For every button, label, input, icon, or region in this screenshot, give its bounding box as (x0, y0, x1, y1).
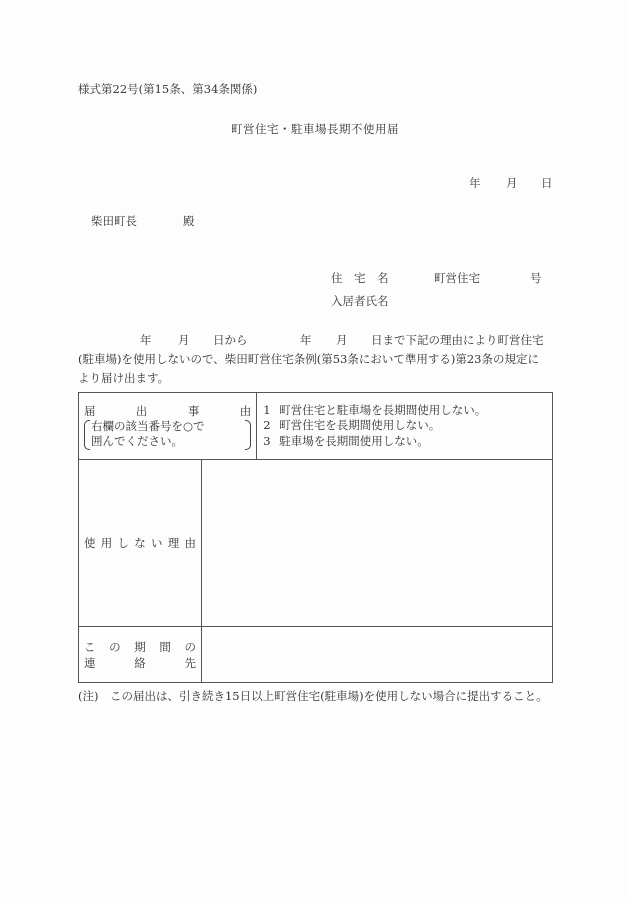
left-bracket-icon (84, 420, 90, 450)
reason-type-label-cell (79, 393, 257, 460)
footnote: (注) この届出は、引き続き15日以上町営住宅(駐車場)を使用しない場合に提出すること。 (78, 689, 548, 703)
date-month: 月 (506, 176, 518, 190)
choice-1[interactable]: 1 町営住宅と駐車場を長期間使用しない。 (263, 402, 487, 417)
date-year: 年 (469, 176, 481, 190)
body-line-1: 年 月 日から 年 月 日まで下記の理由により町営住宅 (140, 333, 544, 347)
choice-3[interactable]: 3 駐車場を長期間使用しない。 (263, 433, 429, 448)
reason-choices-cell[interactable] (257, 393, 553, 460)
instruction-line-1: 右欄の該当番号を○で (91, 418, 205, 433)
house-name-prefix: 町営住宅 (434, 271, 480, 285)
form-number: 様式第22号(第15条、第34条関係) (78, 82, 258, 96)
table-row-reason-type (79, 393, 553, 460)
reason-type-label: 届 出 事 由 (84, 403, 252, 418)
body-paragraph (78, 331, 554, 388)
instruction-line-2: 囲んでください。 (91, 433, 183, 448)
house-number-suffix: 号 (530, 271, 542, 285)
date-day: 日 (541, 176, 553, 190)
contact-input-cell[interactable] (202, 627, 553, 683)
document-title: 町営住宅・駐車場長期不使用届 (231, 122, 399, 136)
table-row-contact (79, 627, 553, 683)
instruction-bracket (84, 419, 251, 449)
contact-label-line-1: こ の 期 間 の (84, 639, 196, 654)
body-line-2: (駐車場)を使用しないので、柴田町営住宅条例(第53条において準用する)第23条の規定に (78, 352, 539, 366)
table-row-reason (79, 460, 553, 627)
reason-label-cell (79, 460, 202, 627)
reason-input-cell[interactable] (202, 460, 553, 627)
choice-2[interactable]: 2 町営住宅を長期間使用しない。 (263, 418, 441, 433)
right-bracket-icon (245, 420, 251, 450)
notification-table (78, 392, 553, 683)
resident-name-label: 入居者氏名 (331, 294, 389, 308)
reason-label: 使 用 し な い 理 由 (84, 536, 196, 550)
body-line-3: より届け出ます。 (78, 371, 170, 385)
house-name-label: 住 宅 名 (331, 271, 389, 285)
contact-label-cell (79, 627, 202, 683)
contact-label-line-2: 連 絡 先 (84, 655, 196, 670)
addressee-honorific: 殿 (183, 214, 195, 228)
addressee-name: 柴田町長 (91, 214, 137, 228)
